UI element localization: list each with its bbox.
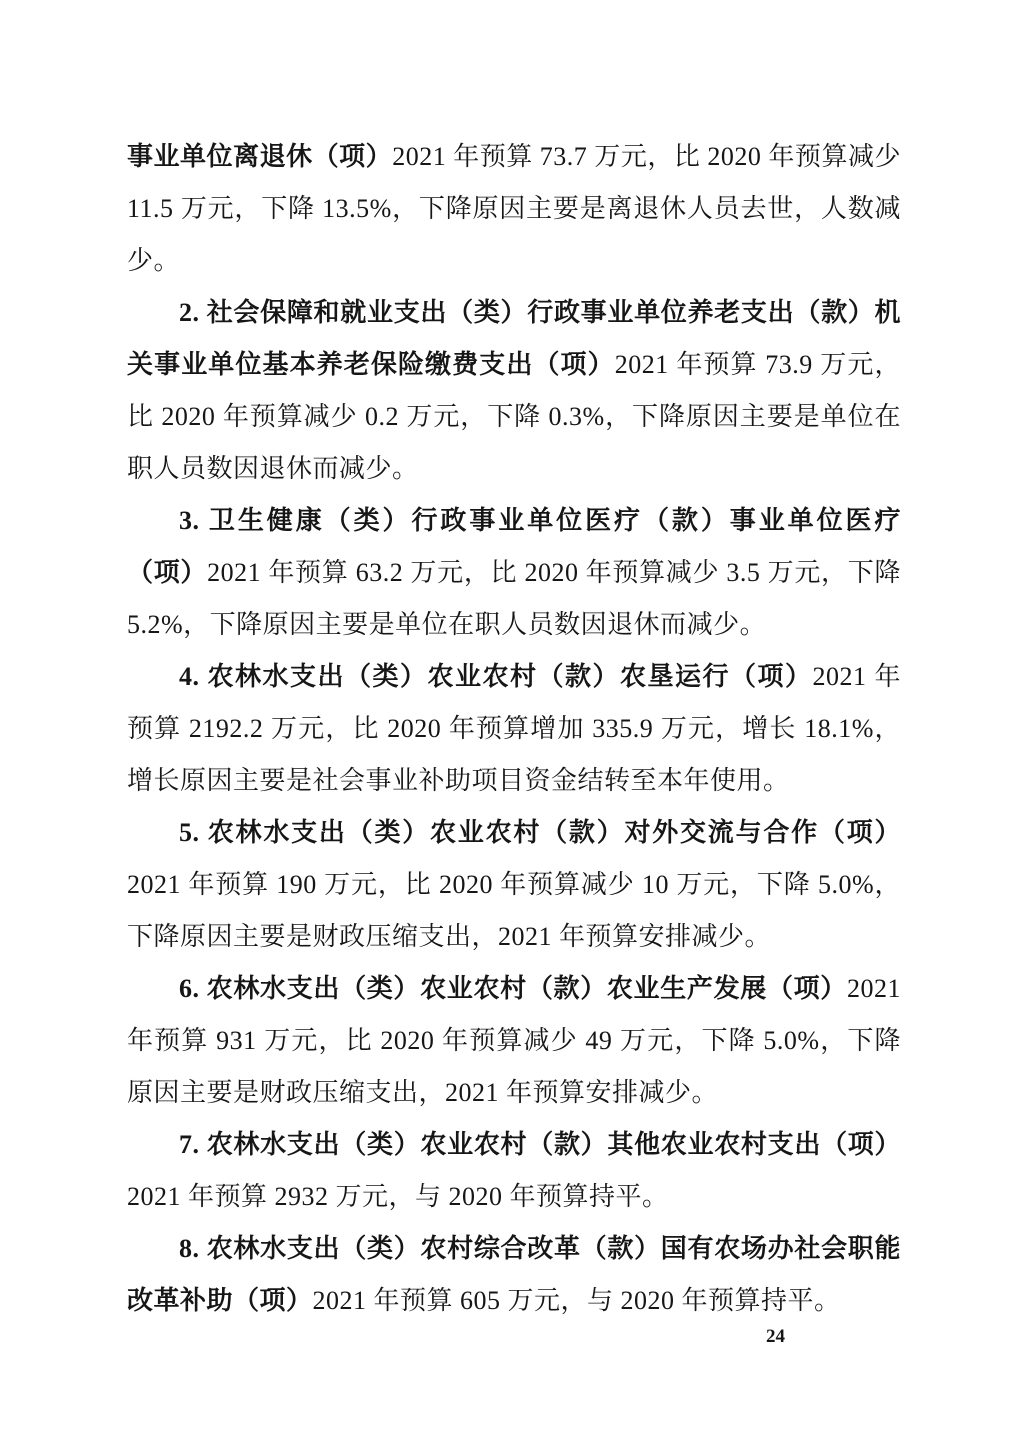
paragraph: [127, 651, 901, 807]
paragraph: [127, 131, 901, 287]
paragraph-heading: 5. 农林水支出（类）农业农村（款）对外交流与合作（项）: [179, 818, 901, 847]
paragraph: [127, 963, 901, 1119]
paragraph-heading: 6. 农林水支出（类）农业农村（款）农业生产发展（项）: [179, 974, 847, 1003]
paragraph-text: 2021 年预算 73.9 万元，比 2020 年预算减少 0.2 万元，下降 0.3%，下降原因主要是单位在职人员数因退休而减少。: [127, 350, 901, 483]
page-content: [127, 131, 901, 1327]
paragraph: [127, 1119, 901, 1223]
paragraph-heading: 7. 农林水支出（类）农业农村（款）其他农业农村支出（项）: [179, 1130, 901, 1159]
paragraph-text: 2021 年预算 63.2 万元，比 2020 年预算减少 3.5 万元，下降 5.2%，下降原因主要是单位在职人员数因退休而减少。: [127, 558, 901, 639]
paragraph-heading: 2. 社会保障和就业支出（类）行政事业单位养老支出（款）机关事业单位基本养老保险缴费支出（项）: [127, 298, 901, 379]
page-number: 24: [766, 1326, 785, 1347]
paragraph: [127, 495, 901, 651]
paragraph-text: 2021 年预算 2932 万元，与 2020 年预算持平。: [127, 1182, 669, 1211]
paragraph: [127, 287, 901, 495]
paragraph: [127, 807, 901, 963]
paragraph-text: 2021 年预算 190 万元，比 2020 年预算减少 10 万元，下降 5.0%，下降原因主要是财政压缩支出，2021 年预算安排减少。: [127, 870, 901, 951]
paragraph-heading: 3. 卫生健康（类）行政事业单位医疗（款）事业单位医疗（项）: [127, 506, 901, 587]
paragraph-text: 2021 年预算 605 万元，与 2020 年预算持平。: [312, 1286, 841, 1315]
paragraph-text: 2021 年预算 73.7 万元，比 2020 年预算减少 11.5 万元，下降 13.5%，下降原因主要是离退休人员去世，人数减少。: [127, 142, 901, 275]
paragraph-text: 2021 年预算 931 万元，比 2020 年预算减少 49 万元，下降 5.0%，下降原因主要是财政压缩支出，2021 年预算安排减少。: [127, 974, 901, 1107]
paragraph-heading: 4. 农林水支出（类）农业农村（款）农垦运行（项）: [179, 662, 813, 691]
paragraph-text: 2021 年预算 2192.2 万元，比 2020 年预算增加 335.9 万元，增长 18.1%，增长原因主要是社会事业补助项目资金结转至本年使用。: [127, 662, 901, 795]
paragraph: [127, 1223, 901, 1327]
paragraph-heading: 8. 农林水支出（类）农村综合改革（款）国有农场办社会职能改革补助（项）: [127, 1234, 901, 1315]
paragraph-heading: 事业单位离退休（项）: [127, 142, 393, 171]
